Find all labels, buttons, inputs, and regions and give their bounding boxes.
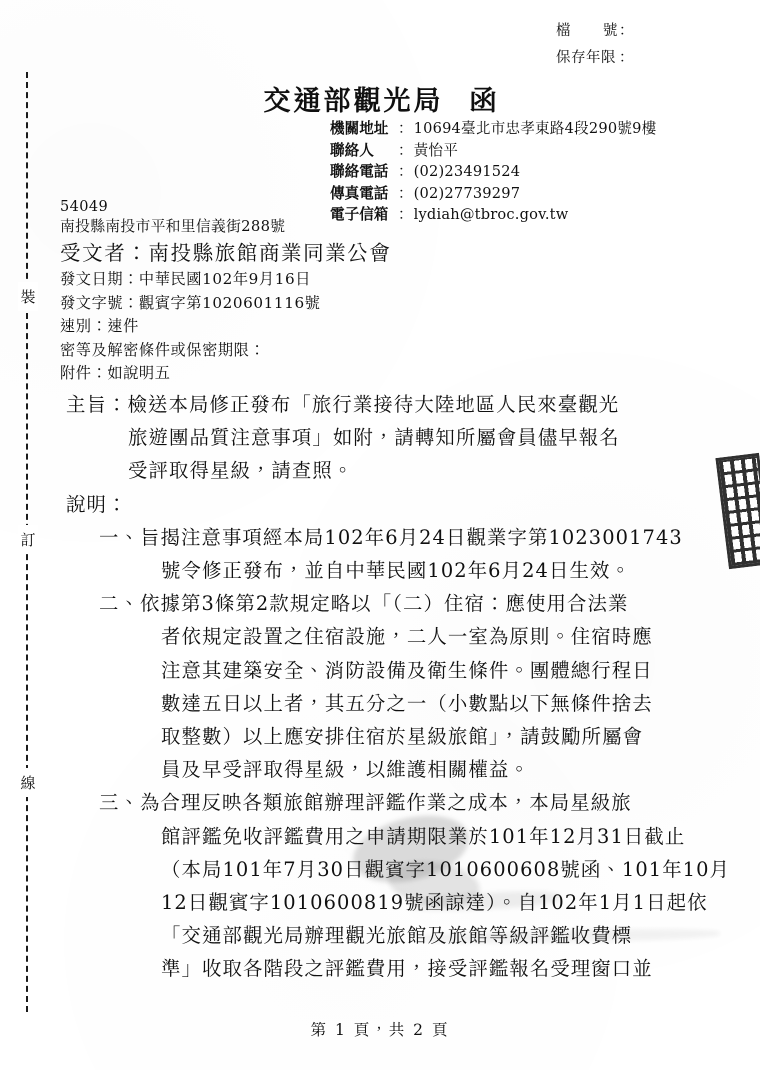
archive-number-row	[556, 18, 756, 45]
attachment-row: 附件：如說明五	[60, 364, 171, 382]
explanation-item-3-line-6: 準」收取各階段之評鑑費用，接受評鑑報名受理窗口並	[161, 957, 653, 981]
contact-phone-label: 聯絡電話	[330, 163, 389, 180]
document-number-row: 發文字號：觀賓字第1020601116號	[60, 293, 321, 312]
binding-mark-xian: 線	[18, 768, 38, 797]
fax-number-label: 傳真電話	[330, 184, 389, 202]
contact-person-colon: ：	[398, 141, 413, 159]
subject-line-3: 受評取得星級，請查照。	[128, 459, 354, 483]
email-value: lydiah@tbroc.gov.tw	[413, 206, 569, 223]
document-type: 函	[469, 86, 500, 117]
retention-period-colon: ：	[619, 50, 634, 66]
contact-person-label: 聯絡人	[330, 141, 374, 159]
contact-person-value: 黃怡平	[413, 141, 458, 159]
explanation-item-2-line-3: 注意其建築安全、消防設備及衛生條件。團體總行程日	[161, 658, 653, 682]
agency-address-value: 10694臺北市忠孝東路4段290號9樓	[413, 120, 657, 137]
email-colon: ：	[398, 206, 413, 223]
fax-number-colon: ：	[398, 184, 413, 202]
page-footer: 第 1 頁，共 2 頁	[310, 1021, 450, 1039]
contact-phone-row	[330, 161, 750, 183]
urgency-row: 速別：速件	[60, 317, 139, 335]
binding-mark-zhuang: 裝	[18, 282, 38, 311]
recipient-address: 南投縣南投市平和里信義街288號	[60, 218, 286, 235]
agency-address-label: 機關地址	[330, 120, 389, 137]
explanation-item-2-line-6: 員及早受評取得星級，以維護相關權益。	[161, 758, 530, 782]
official-seal-stamp	[715, 453, 760, 570]
explanation-item-2-line-2: 者依規定設置之住宿設施，二人一室為原則。住宿時應	[161, 625, 653, 649]
explanation-item-1-line-1: 一、旨揭注意事項經本局102年6月24日觀業字第1023001743	[99, 525, 683, 549]
explanation-item-2-line-5: 取整數）以上應安排住宿於星級旅館」，請鼓勵所屬會	[161, 725, 644, 749]
archive-header	[556, 18, 756, 72]
explanation-item-1-line-2: 號令修正發布，並自中華民國102年6月24日生效。	[161, 559, 631, 583]
email-label: 電子信箱	[330, 206, 389, 223]
explanation-item-2-line-4: 數達五日以上者，其五分之一（小數點以下無條件捨去	[161, 691, 653, 715]
contact-phone-value: (02)23491524	[413, 163, 521, 180]
explanation-item-2-line-1: 二、依據第3條第2款規定略以「（二）住宿：應使用合法業	[99, 592, 629, 616]
fax-number-value: (02)27739297	[413, 184, 521, 202]
archive-number-colon: ：	[619, 23, 634, 39]
explanation-item-3-line-4: 12日觀賓字1010600819號函諒達）。自102年1月1日起依	[161, 891, 708, 915]
seal-engraving	[715, 453, 760, 570]
explanation-item-3-line-1: 三、為合理反映各類旅館辦理評鑑作業之成本，本局星級旅	[99, 791, 632, 815]
contact-person-row	[330, 140, 750, 162]
issuing-agency-name: 交通部觀光局	[263, 86, 444, 117]
recipient-name-line: 受文者：南投縣旅館商業同業公會	[60, 241, 392, 265]
page-title	[0, 79, 760, 118]
agency-address-row	[330, 118, 750, 140]
explanation-label: 說明：	[66, 492, 128, 516]
recipient-block	[60, 198, 530, 267]
issue-date-row: 發文日期：中華民國102年9月16日	[60, 270, 312, 288]
archive-number-label: 檔 號	[556, 23, 618, 39]
subject-line-1: 主旨：檢送本局修正發布「旅行業接待大陸地區人民來臺觀光	[66, 393, 620, 416]
contact-phone-colon: ：	[398, 163, 413, 180]
document-metadata-block	[60, 268, 530, 386]
explanation-item-3-line-2: 館評鑑免收評鑑費用之申請期限業於101年12月31日截止	[161, 824, 686, 848]
explanation-item-3-line-3: （本局101年7月30日觀賓字1010600608號函、101年10月	[161, 857, 731, 881]
subject-line-2: 旅遊團品質注意事項」如附，請轉知所屬會員儘早報名	[128, 426, 620, 450]
classification-row: 密等及解密條件或保密期限：	[60, 340, 266, 359]
binding-mark-ding: 訂	[18, 525, 38, 554]
retention-period-row	[556, 45, 756, 72]
document-body	[66, 388, 731, 986]
retention-period-label: 保存年限	[556, 50, 616, 66]
recipient-postal-code: 54049	[60, 199, 109, 215]
agency-address-colon: ：	[398, 120, 413, 137]
explanation-item-3-line-5: 「交通部觀光局辦理觀光旅館及旅館等級評鑑收費標	[161, 924, 633, 948]
